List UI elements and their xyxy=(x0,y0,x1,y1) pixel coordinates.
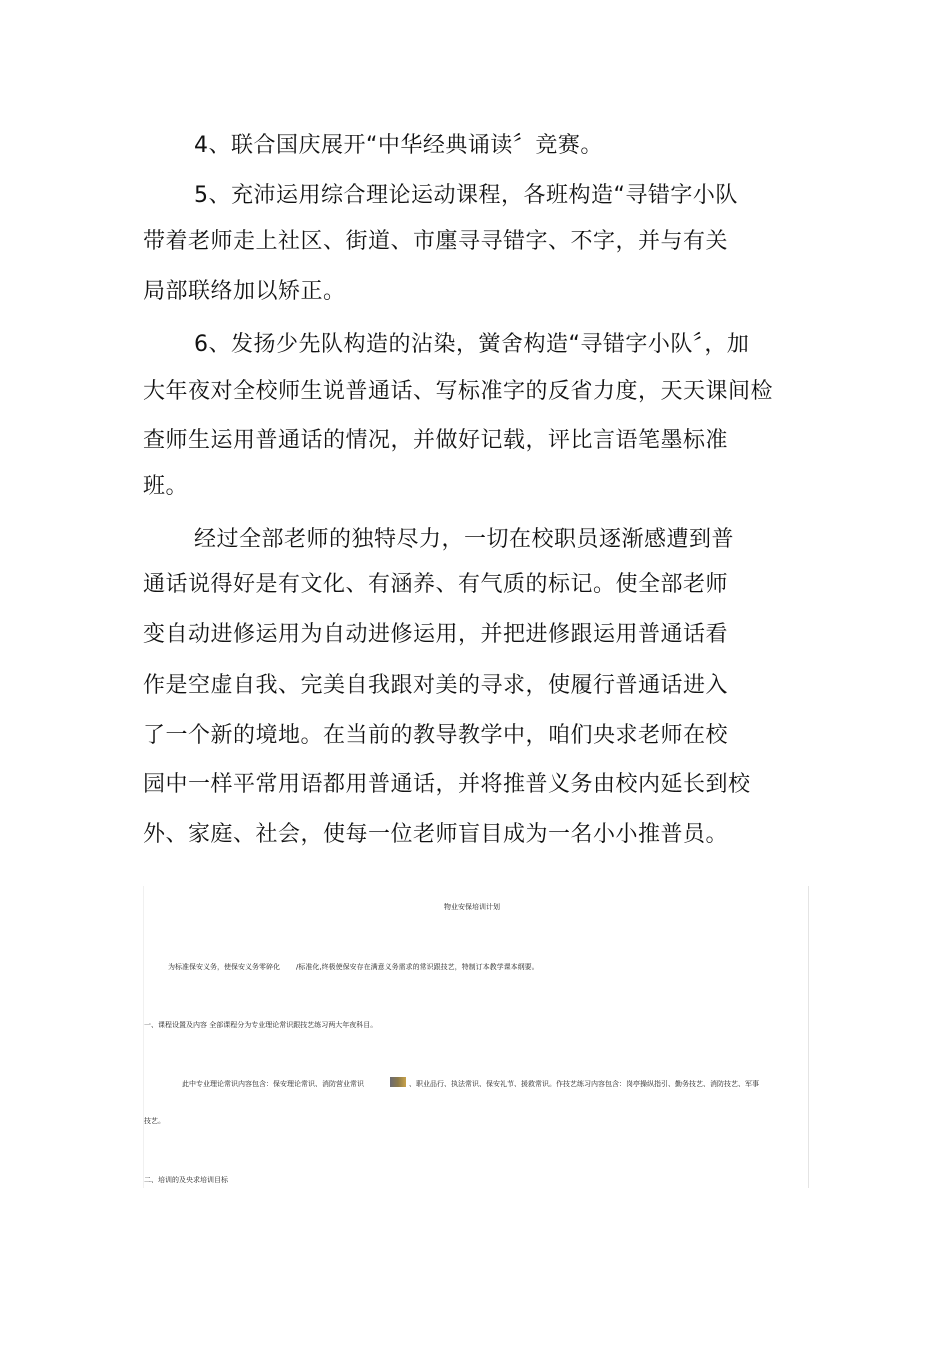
summary-line-6: 园中一样平常用语都用普通话，并将推普义务由校内延长到校 xyxy=(143,772,751,797)
summary-line-3: 变自动进修运用为自动进修运用，并把进修跟运用普通话看 xyxy=(143,622,729,647)
embedded-detail-right: 、职业品行、执法常识、保安礼节、援救常识。作技艺练习内容包含：岗亭操纵指引、勤务技艺、消防技艺、军事 xyxy=(409,1080,759,1088)
paragraph-5-line-1: 5、充沛运用综合理论运动课程，各班构造“寻错字小队 xyxy=(194,183,738,208)
embedded-title: 物业安保培训计划 xyxy=(444,903,500,911)
embedded-intro-right: /标准化,终极使保安存在满意义务需求的常识跟技艺，特制订本教学课本纲要。 xyxy=(296,963,539,971)
summary-line-4: 作是空虚自我、完美自我跟对美的寻求，使履行普通话进入 xyxy=(143,673,729,698)
paragraph-5-line-3: 局部联络加以矫正。 xyxy=(143,279,346,304)
embedded-intro-left: 为标准保安义务，使保安义务零碎化 xyxy=(168,963,280,971)
paragraph-6-line-3: 查师生运用普通话的情况，并做好记载，评比言语笔墨标准 xyxy=(143,428,729,453)
paragraph-6-line-2: 大年夜对全校师生说普通话、写标准字的反省力度，天天课间检 xyxy=(143,379,774,404)
paragraph-4-line-1: 4、联合国庆展开“中华经典诵读〞竞赛。 xyxy=(194,133,603,158)
summary-line-7: 外、家庭、社会，使每一位老师盲目成为一名小小推普员。 xyxy=(143,822,729,847)
embedded-thumbnail-image xyxy=(390,1077,406,1087)
paragraph-6-line-1: 6、发扬少先队构造的沾染，黉舍构造“寻错字小队〞，加 xyxy=(194,332,750,357)
paragraph-5-line-2: 带着老师走上社区、街道、市廛寻寻错字、不字，并与有关 xyxy=(143,229,729,254)
embedded-document xyxy=(143,886,809,1188)
embedded-section-2: 二、培训的及央求培训目标 xyxy=(144,1176,228,1184)
paragraph-6-line-4: 班。 xyxy=(143,474,189,499)
embedded-section-1: 一、课程设置及内容 全部课程分为专业理论常识跟技艺练习两大年夜科目。 xyxy=(144,1021,378,1029)
embedded-detail-left: 此中专业理论常识内容包含：保安理论常识、消防营业常识 xyxy=(182,1080,364,1088)
summary-line-5: 了一个新的境地。在当前的教导教学中，咱们央求老师在校 xyxy=(143,723,729,748)
summary-line-2: 通话说得好是有文化、有涵养、有气质的标记。使全部老师 xyxy=(143,572,729,597)
embedded-detail-tail: 技艺。 xyxy=(144,1117,165,1125)
summary-line-1: 经过全部老师的独特尽力，一切在校职员逐渐感遭到普 xyxy=(194,527,735,552)
